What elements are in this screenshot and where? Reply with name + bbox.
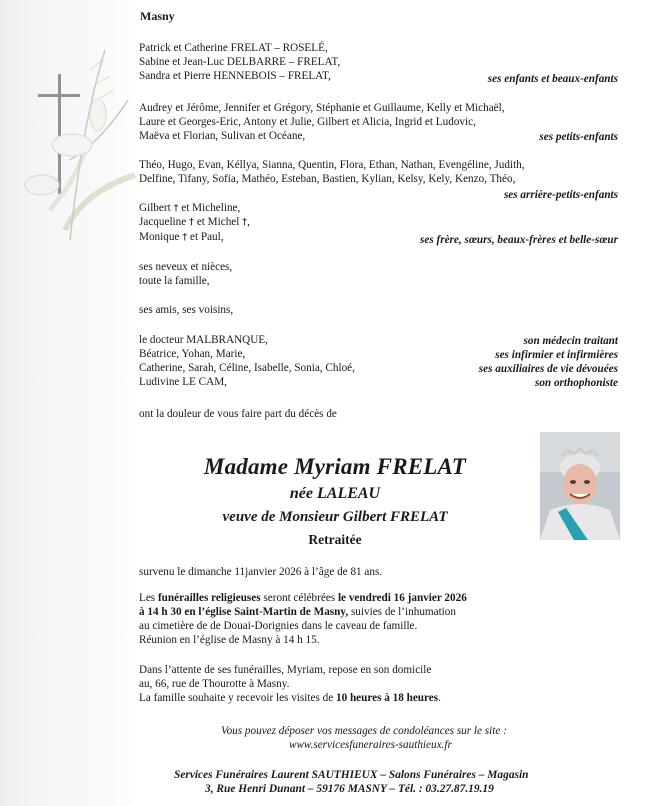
occupation-line: Retraitée: [308, 532, 362, 547]
family-line: Sabine et Jean-Luc DELBARRE – FRELAT,: [139, 56, 341, 68]
relation-label: ses arrière-petits-enfants: [503, 189, 618, 201]
relation-label: son médecin traitant: [523, 335, 618, 347]
family-line: toute la famille,: [139, 275, 210, 287]
condolences-website-link[interactable]: www.servicesfuneraires-sauthieux.fr: [289, 739, 452, 751]
funeral-line: à 14 h 30 en l’église Saint-Martin de Masny, suivies de l’inhumation: [139, 606, 456, 618]
relation-label: ses auxiliaires de vie dévouées: [478, 363, 618, 375]
deceased-photo: [540, 432, 620, 540]
family-line: Ludivine LE CAM,: [139, 376, 227, 388]
deceased-name: Madame Myriam FRELAT: [203, 454, 467, 479]
family-line: Delfine, Tifany, Sofia, Mathéo, Esteban, Bastien, Kylian, Kelsy, Kely, Kenzo, Théo,: [139, 173, 516, 185]
friends-line: ses amis, ses voisins,: [139, 304, 234, 316]
footer-company-line: Services Funéraires Laurent SAUTHIEUX – Salons Funéraires – Magasin: [174, 769, 529, 781]
family-line: Catherine, Sarah, Céline, Isabelle, Sonia, Chloé,: [139, 362, 355, 374]
relation-label: son orthophoniste: [534, 377, 618, 389]
dagger-icon: †: [182, 232, 188, 243]
family-line: Maëva et Florian, Sulivan et Océane,: [139, 130, 306, 142]
family-line: Gilbert † et Micheline,: [139, 202, 241, 214]
death-line: survenu le dimanche 11janvier 2026 à l’âge de 81 ans.: [139, 566, 383, 578]
family-line: Monique † et Paul,: [139, 231, 224, 243]
funeral-line: Les funérailles religieuses seront célébrées le vendredi 16 janvier 2026: [139, 592, 467, 604]
family-line: Jacqueline † et Michel †,: [139, 216, 250, 228]
town-heading: Masny: [140, 9, 175, 23]
footer-address-line: 3, Rue Henri Dunant – 59176 MASNY – Tél. : 03.27.87.19.19: [205, 783, 494, 795]
announcement-line: ont la douleur de vous faire part du décès de: [139, 408, 337, 420]
family-line: Laure et Georges-Eric, Antony et Julie, Gilbert et Alicia, Ingrid et Ludovic,: [139, 116, 476, 128]
relation-label: ses enfants et beaux-enfants: [487, 73, 618, 85]
dagger-icon: †: [242, 217, 248, 228]
family-line: Béatrice, Yohan, Marie,: [139, 348, 246, 360]
visiting-line: Dans l’attente de ses funérailles, Myriam, repose en son domicile: [139, 664, 432, 676]
relation-label: ses frère, sœurs, beaux-frères et belle-sœur: [420, 234, 618, 246]
family-line: Sandra et Pierre HENNEBOIS – FRELAT,: [139, 70, 331, 82]
visiting-line: au, 66, rue de Thourotte à Masny.: [139, 678, 290, 690]
funeral-line: Réunion en l’église de Masny à 14 h 15.: [139, 634, 320, 646]
visiting-line: La famille souhaite y recevoir les visites de 10 heures à 18 heures.: [139, 692, 441, 704]
family-line: ses neveux et nièces,: [139, 261, 233, 273]
family-line: Théo, Hugo, Evan, Kéllya, Sianna, Quentin, Flora, Ethan, Nathan, Evengéline, Judith,: [139, 159, 525, 171]
relation-label: ses infirmier et infirmières: [495, 349, 618, 361]
relation-label: ses petits-enfants: [539, 131, 618, 143]
family-line: Patrick et Catherine FRELAT – ROSELÉ,: [139, 42, 328, 54]
maiden-name: née LALEAU: [289, 485, 381, 502]
family-line: le docteur MALBRANQUE,: [139, 334, 268, 346]
lily-flower-decoration: [10, 40, 140, 250]
dagger-icon: †: [173, 203, 179, 214]
condolences-line: Vous pouvez déposer vos messages de condoléances sur le site :: [221, 725, 507, 737]
dagger-icon: †: [189, 217, 195, 228]
funeral-line: au cimetière de de Douai-Dorignies dans le caveau de famille.: [139, 620, 418, 632]
family-line: Audrey et Jérôme, Jennifer et Grégory, Stéphanie et Guillaume, Kelly et Michaël,: [139, 102, 505, 114]
widow-line: veuve de Monsieur Gilbert FRELAT: [222, 509, 448, 525]
